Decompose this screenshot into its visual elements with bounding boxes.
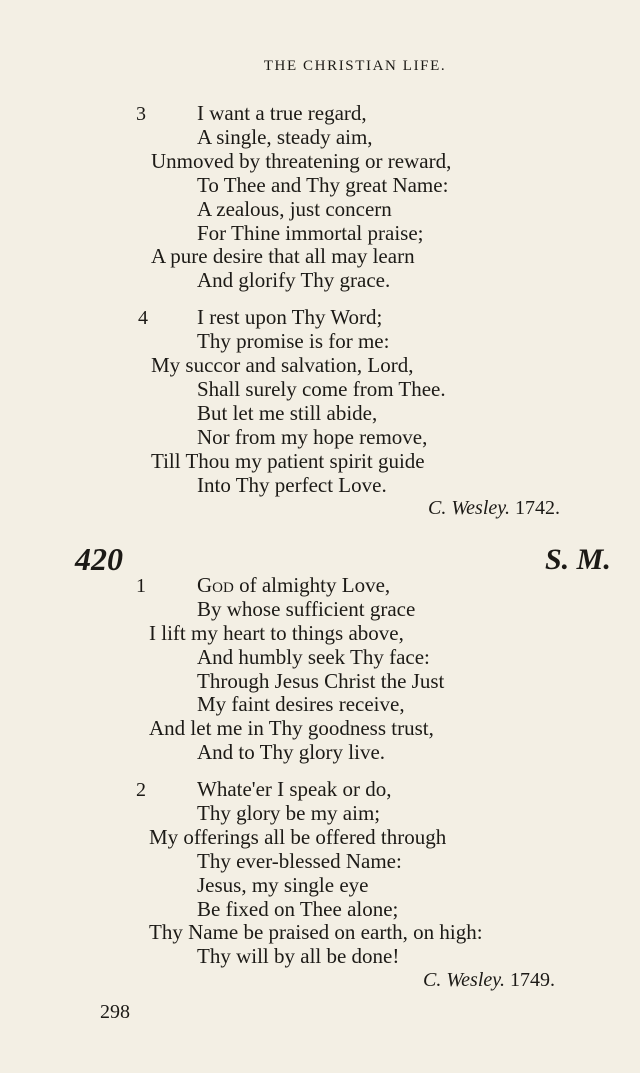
verse-line: My offerings all be offered through — [149, 825, 447, 849]
verse-line: Nor from my hope remove, — [197, 425, 428, 449]
verse-line: Into Thy perfect Love. — [197, 473, 387, 497]
stanza-number: 3 — [136, 103, 146, 125]
verse-line: And humbly seek Thy face: — [197, 645, 430, 669]
attribution-year: 1749. — [510, 969, 556, 991]
running-header: THE CHRISTIAN LIFE. — [263, 58, 447, 74]
verse-line: Whate'er I speak or do, — [197, 777, 392, 801]
attribution-year: 1742. — [515, 497, 561, 519]
verse-line: A pure desire that all may learn — [151, 244, 415, 268]
verse-line: Through Jesus Christ the Just — [197, 669, 445, 693]
verse-line: Thy ever-blessed Name: — [197, 849, 402, 873]
verse-line: Shall surely come from Thee. — [197, 377, 446, 401]
verse-line: And let me in Thy goodness trust, — [149, 716, 434, 740]
verse-line — [197, 573, 390, 597]
verse-line: And glorify Thy grace. — [197, 268, 391, 292]
attribution — [428, 496, 560, 520]
verse-line: A single, steady aim, — [197, 125, 373, 149]
verse-line: Thy will by all be done! — [197, 944, 400, 968]
page-number: 298 — [100, 1001, 130, 1023]
stanza-number: 2 — [136, 779, 146, 801]
verse-line: I want a true regard, — [197, 101, 367, 125]
verse-line: By whose sufficient grace — [197, 597, 416, 621]
stanza-number: 4 — [138, 307, 148, 329]
verse-line: To Thee and Thy great Name: — [197, 173, 449, 197]
verse-line: Unmoved by threatening or reward, — [151, 149, 452, 173]
verse-line: Thy glory be my aim; — [197, 801, 381, 825]
attribution-author: C. Wesley. — [423, 969, 506, 991]
stanza-number: 1 — [136, 575, 146, 597]
verse-line: A zealous, just concern — [197, 197, 392, 221]
verse-line: Thy Name be praised on earth, on high: — [149, 920, 483, 944]
verse-line: But let me still abide, — [197, 401, 378, 425]
first-line-rest: of almighty Love, — [233, 573, 391, 597]
verse-line: For Thine immortal praise; — [197, 221, 424, 245]
verse-line: I lift my heart to things above, — [149, 621, 404, 645]
verse-line: Jesus, my single eye — [197, 873, 369, 897]
verse-line: And to Thy glory live. — [197, 740, 386, 764]
first-word: God — [197, 573, 234, 597]
hymn-meter: S. M. — [545, 543, 611, 576]
verse-line: Thy promise is for me: — [197, 329, 390, 353]
verse-line: I rest upon Thy Word; — [197, 305, 383, 329]
attribution — [423, 968, 555, 992]
attribution-author: C. Wesley. — [428, 497, 511, 519]
verse-line: My succor and salvation, Lord, — [151, 353, 414, 377]
verse-line: My faint desires receive, — [197, 692, 405, 716]
hymn-number: 420 — [75, 541, 123, 577]
verse-line: Till Thou my patient spirit guide — [151, 449, 425, 473]
verse-line: Be fixed on Thee alone; — [197, 897, 399, 921]
